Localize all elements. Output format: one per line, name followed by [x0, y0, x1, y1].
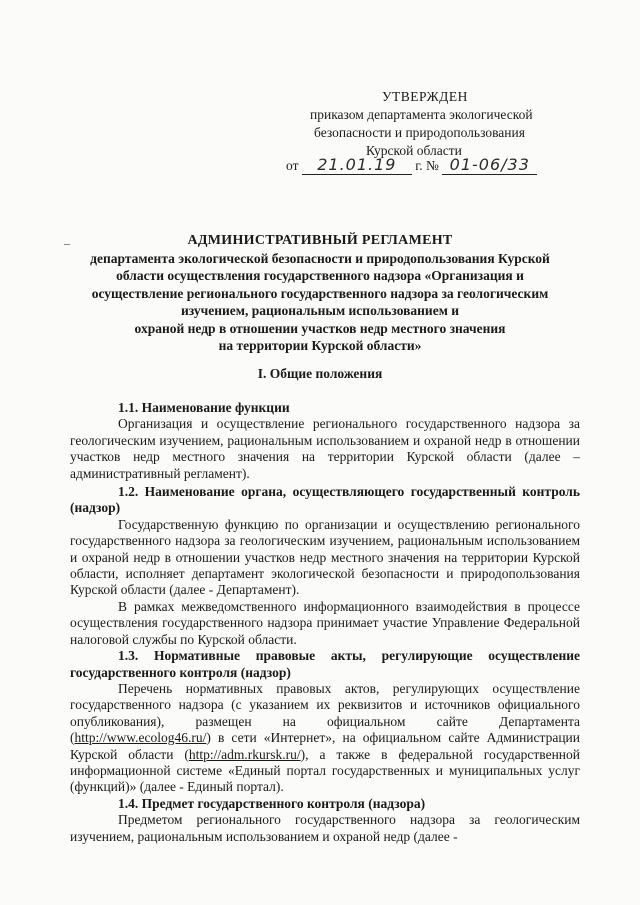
- link-adm-rkursk[interactable]: http://adm.rkursk.ru/: [188, 746, 301, 762]
- title-line: области осуществления государственного надзора «Организация и: [116, 268, 524, 283]
- title-line: осуществление регионального государственного надзора за геологическим: [91, 285, 549, 301]
- heading-1-3: 1.3. Нормативные правовые акты, регулирующие осуществление государственного контроля (надзор): [70, 648, 580, 680]
- title-main: АДМИНИСТРАТИВНЫЙ РЕГЛАМЕНТ: [187, 233, 453, 248]
- approval-date-number-line: [286, 156, 537, 175]
- text-segment: Перечень нормативных правовых актов, регулирующих осуществление государственного надзора (с указанием их реквизитов и источников официального опубликования), размещен на официальном сайте Департамента (: [70, 680, 580, 746]
- text-segment: ) в сети «Интернет», на официальном сайте Администрации Курской области (: [70, 730, 580, 762]
- title-line: департамента экологической безопасности и природопользования Курской: [90, 250, 550, 266]
- document-title: [60, 232, 580, 355]
- title-line: охраной недр в отношении участков недр местного значения: [134, 320, 506, 336]
- date-prefix: от: [286, 158, 299, 173]
- link-ecolog46[interactable]: http://www.ecolog46.ru/: [74, 730, 207, 746]
- number-field: [442, 156, 537, 175]
- paragraph-1-2-b: В рамках межведомственного информационного взаимодействия в процессе осуществления государственного надзора принимает участие Управление Федеральной налоговой службы по Курской области.: [70, 598, 580, 647]
- date-field: [302, 156, 412, 175]
- approval-order-line: приказом департамента экологической: [310, 107, 533, 122]
- document-body: [70, 398, 580, 845]
- title-line: на территории Курской области»: [218, 338, 422, 353]
- paragraph-1-3: [70, 681, 580, 796]
- section-heading: I. Общие положения: [257, 366, 383, 381]
- heading-1-4: 1.4. Предмет государственного контроля (надзора): [118, 795, 426, 811]
- heading-1-2: 1.2. Наименование органа, осуществляющего государственный контроль (надзор): [70, 484, 580, 516]
- text-segment: ), а также в федеральной государственной информационной системе «Единый портал государственных и муниципальных услуг (функций)» (далее - Единый портал).: [70, 746, 580, 795]
- approval-department-line: безопасности и природопользования: [314, 125, 525, 140]
- paragraph-1-4: Предметом регионального государственного надзора за геологическим изучением, рациональным использованием и охраной недр (далее -: [70, 812, 580, 844]
- paragraph-1-1: Организация и осуществление регионального государственного надзора за геологическим изучением, рациональным использованием и охраной недр в отношении участков недр местного значения на территории Курской области (далее – административный регламент).: [70, 416, 580, 481]
- approval-region-line: Курской области: [366, 143, 462, 158]
- title-line: изучением, рациональным использованием и: [180, 303, 460, 318]
- heading-1-1: 1.1. Наименование функции: [118, 400, 290, 415]
- paragraph-1-2-a: Государственную функцию по организации и осуществлению регионального государственного надзора за геологическим изучением, рациональным использованием и охраной недр в отношении участков недр местного значения на территории Курской области, исполняет департамент экологической безопасности и природопользования Курской области (далее - Департамент).: [70, 516, 580, 598]
- approval-header: УТВЕРЖДЕН: [382, 89, 468, 104]
- number-prefix: г. №: [415, 158, 439, 173]
- number-handwritten: 01-06/33: [449, 155, 530, 174]
- date-handwritten: 21.01.19: [317, 155, 397, 174]
